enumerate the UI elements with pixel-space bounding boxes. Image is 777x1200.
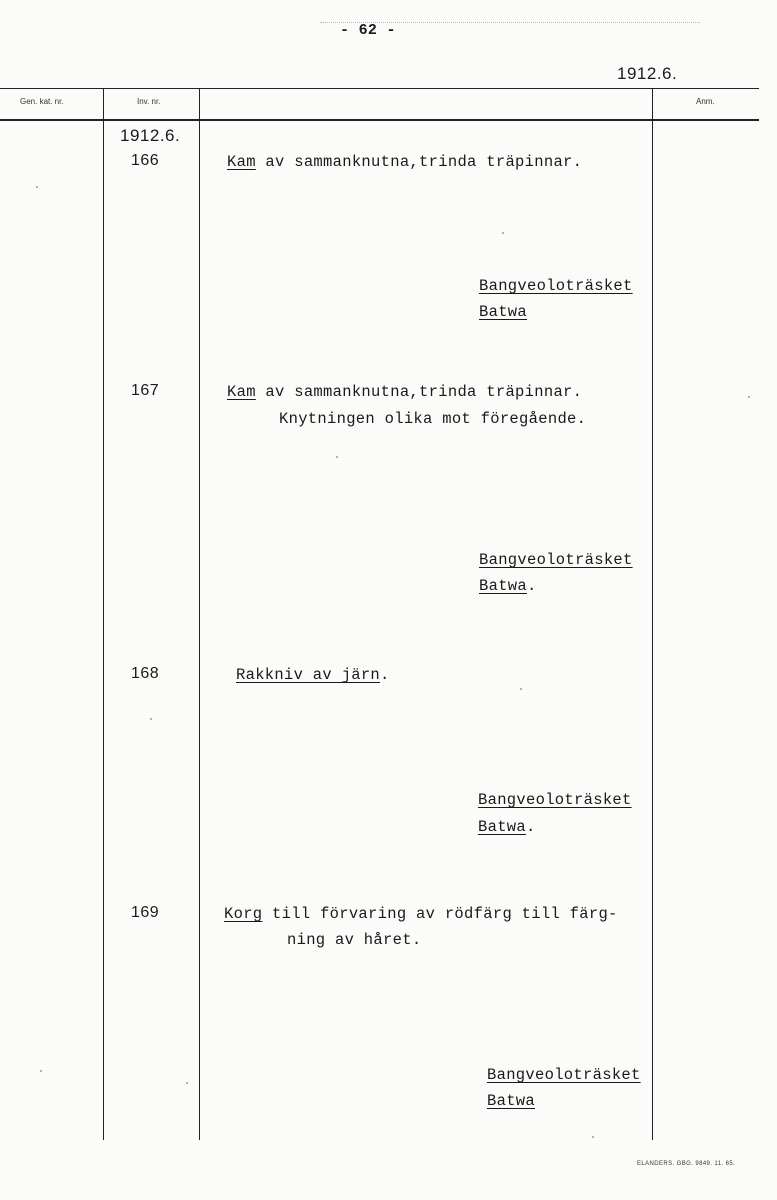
entry-place: Bangveoloträsket [487, 1066, 641, 1084]
scan-speck [150, 718, 152, 720]
entry-description-line2: Knytningen olika mot föregående. [279, 410, 587, 428]
entry-title: Rakkniv av järn [236, 666, 381, 684]
date-header: 1912.6. [617, 64, 678, 83]
column-header-anm: Anm. [696, 97, 715, 106]
scan-speck [336, 456, 338, 458]
entry-description: Rakkniv av järn. [236, 666, 390, 684]
scan-speck [502, 232, 504, 234]
entry-number: 168 [131, 665, 160, 682]
entry-description: Kam av sammanknutna,trinda träpinnar. [227, 383, 583, 401]
scan-speck [36, 186, 38, 188]
column-rule-3 [652, 88, 653, 1140]
column-rule-2 [199, 88, 200, 1140]
header-top-rule [0, 88, 759, 89]
scan-speck [748, 396, 750, 398]
entry-title: Kam [227, 383, 256, 401]
entry-place: Bangveoloträsket [479, 551, 633, 569]
scan-speck [592, 1136, 594, 1138]
column-rule-1 [103, 88, 104, 1140]
entry-place: Bangveoloträsket [479, 277, 633, 295]
column-header-gen-kat: Gen. kat. nr. [20, 97, 64, 106]
entry-description-line2: ning av håret. [287, 931, 422, 949]
entry-people: Batwa. [478, 818, 536, 836]
entry-number: 169 [131, 904, 160, 921]
entry-number: 167 [131, 382, 160, 399]
entry-title: Korg [224, 905, 263, 923]
scan-speck [186, 1082, 188, 1084]
page-number: - 62 - [340, 22, 396, 39]
entry-date: 1912.6. [120, 126, 181, 145]
entry-place: Bangveoloträsket [478, 791, 632, 809]
entry-number: 166 [131, 152, 160, 169]
scan-speck [520, 688, 522, 690]
header-trace [320, 22, 700, 23]
entry-description: Korg till förvaring av rödfärg till färg- [224, 905, 618, 923]
column-header-inv: Inv. nr. [137, 97, 161, 106]
entry-description: Kam av sammanknutna,trinda träpinnar. [227, 153, 583, 171]
header-bottom-rule [0, 119, 759, 121]
entry-people: Batwa [487, 1092, 536, 1110]
printer-mark: ELANDERS. GBG. 9849. 11. 65. [637, 1161, 736, 1167]
scan-speck [40, 1070, 42, 1072]
entry-people: Batwa. [479, 577, 537, 595]
entry-title: Kam [227, 153, 256, 171]
entry-people: Batwa [479, 303, 528, 321]
